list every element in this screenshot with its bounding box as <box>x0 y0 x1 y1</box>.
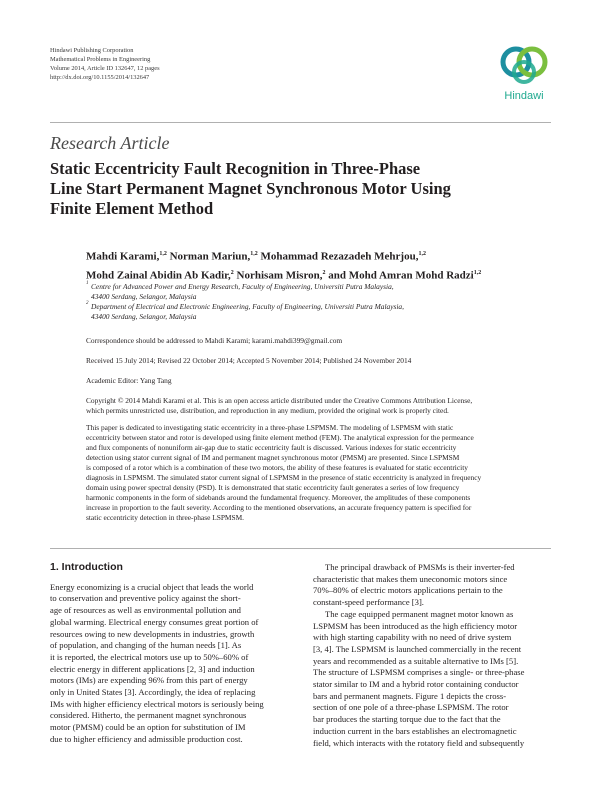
body-text-line: only in United States [3]. Accordingly, the idea of replacing <box>50 687 256 698</box>
correspondence-text: Correspondence should be addressed to Mahdi Karami; karami.mahdi399@gmail.com <box>86 336 343 345</box>
abstract-line: eccentricity between stator and rotor is developed using finite element method (FEM). The analytical expression for the permeance <box>86 433 474 442</box>
abstract-line: domain using power spectral density (PSD). It is demonstrated that static eccentricity fault generates a series of low frequency <box>86 483 460 492</box>
body-text-line: motor (PMSM) could be an option for substitution of IM <box>50 722 246 733</box>
body-text-line: LSPMSM has been introduced as the high efficiency motor <box>313 620 518 631</box>
title-line: Static Eccentricity Fault Recognition in Three-Phase <box>50 159 421 178</box>
body-text-line: characteristic that makes them uneconomic motors since <box>313 573 508 584</box>
body-text-line: global warming. Electrical energy consumes great portion of <box>50 616 259 627</box>
publication-dates <box>86 356 556 366</box>
abstract-line: and flux components of nonuniform air-gap due to static eccentricity fault is discussed. Various indexes for static eccentricity <box>86 443 457 452</box>
body-text-line: resources owing to new developments in industries, growth <box>50 628 255 639</box>
hindawi-logo <box>494 40 554 106</box>
intro-paragraph-continued <box>313 562 551 749</box>
affiliations <box>86 282 556 322</box>
body-text-line: due to higher efficiency and admissible production cost. <box>50 733 243 744</box>
copyright-line: Copyright © 2014 Mahdi Karami et al. This is an open access article distributed under the Creative Commons Attribution License, <box>86 396 473 405</box>
copyright-line: which permits unrestricted use, distribution, and reproduction in any medium, provided the original work is properly cited. <box>86 406 449 415</box>
author-line <box>86 246 556 265</box>
paper-title <box>50 159 550 219</box>
logo-text: Hindawi <box>504 90 544 102</box>
author-affil: 1,2 <box>418 251 426 257</box>
body-text-line: The cage equipped permanent magnet motor known as <box>325 608 514 619</box>
section-divider <box>50 548 551 549</box>
copyright <box>86 396 556 416</box>
body-text-line: section of one pole of a three-phase LSPMSM. The rotor <box>313 702 509 713</box>
body-text-line: to conservation and preventive policy against the short- <box>50 593 241 604</box>
title-line: Finite Element Method <box>50 199 214 218</box>
abstract-line: detection using stator current signal of IM and permanent magnet synchronous motor (PMSM) are presented. Since LSPMSM <box>86 453 460 462</box>
body-text-line: Energy economizing is a crucial object that leads the world <box>50 581 254 592</box>
header-divider <box>50 122 551 123</box>
body-text-line: of population, and changing of the human needs [1]. As <box>50 640 242 651</box>
body-text-line: The structure of LSPMSM comprises a single- or three-phase <box>313 667 525 678</box>
body-text-line: bars and permanent magnets. Figure 1 depicts the cross- <box>313 690 507 701</box>
author-affil: 1,2 <box>250 251 258 257</box>
body-text-line: electric energy in different applications [2, 3] and induction <box>50 663 255 674</box>
author-list <box>86 246 556 283</box>
author-name: and Mohd Amran Mohd Radzi <box>328 269 474 282</box>
academic-editor <box>86 376 556 386</box>
volume-info: Volume 2014, Article ID 132647, 12 pages <box>50 65 160 72</box>
doi-link[interactable]: http://dx.doi.org/10.1155/2014/132647 <box>50 74 150 81</box>
abstract-line: is composed of a rotor which is a combination of these two motors, the ability of these features is evaluated for static eccentricity <box>86 463 468 472</box>
affiliation-number: 1 <box>86 281 89 286</box>
author-affil: 1,2 <box>159 251 167 257</box>
body-column-right <box>313 562 551 749</box>
affiliation <box>86 282 556 302</box>
body-column-left <box>50 562 288 746</box>
abstract-line: diagnosis in LSPMSM. The simulated stator current signal of LSPMSM in the presence of static eccentricity is analyzed in frequency <box>86 473 482 482</box>
body-text-line: bar produces the starting torque due to the fact that the <box>313 714 501 725</box>
abstract-line: increase in proportion to the fault severity. According to the mentioned observations, an accurate frequency pattern is specified for <box>86 503 472 512</box>
author-affil: 2 <box>230 269 234 276</box>
journal-name: Mathematical Problems in Engineering <box>50 56 151 63</box>
body-text-line: 70%–80% of electric motors applications pertain to the <box>313 585 503 596</box>
author-line <box>86 265 556 284</box>
author-name: Norman Mariun, <box>169 250 251 263</box>
body-text-line: induction current in the bars establishes an electromagnetic <box>313 725 517 736</box>
author-name: Norhisam Misron, <box>236 269 323 282</box>
affiliation-line: 43400 Serdang, Selangor, Malaysia <box>91 312 197 321</box>
affiliation-number: 2 <box>86 301 89 306</box>
title-line: Line Start Permanent Magnet Synchronous Motor Using <box>50 179 451 198</box>
body-text-line: stator similar to IM and a hybrid rotor containing conductor <box>313 679 519 690</box>
abstract-line: This paper is dedicated to investigating static eccentricity in a three-phase LSPMSM. The modeling of LSPMSM with static <box>86 423 454 432</box>
author-name: Mohammad Rezazadeh Mehrjou, <box>260 250 419 263</box>
body-text-line: with high starting capability with no need of drive system <box>313 632 512 643</box>
body-text-line: years and recommended as a suitable alternative to IMs [5]. <box>313 655 519 666</box>
body-text-line: [3, 4]. The LSPMSM is launched commercially in the recent <box>313 643 522 654</box>
body-text-line: field, which interacts with the rotatory field and subsequently <box>313 737 525 748</box>
dates-text: Received 15 July 2014; Revised 22 October 2014; Accepted 5 November 2014; Published 24 November 2014 <box>86 356 412 365</box>
abstract-line: static eccentricity detection in three-phase LSPMSM. <box>86 513 245 522</box>
body-text-line: IMs with higher efficiency electrical motors is seriously being <box>50 698 264 709</box>
article-type: Research Article <box>50 133 170 153</box>
body-text-line: it is reported, the electrical motors use up to 50%–60% of <box>50 651 249 662</box>
intro-paragraph <box>50 582 288 746</box>
abstract <box>86 423 550 523</box>
abstract-line: harmonic components in the form of sidebands around the fundamental frequency. Moreover, the amplitudes of these components <box>86 493 471 502</box>
author-name: Mohd Zainal Abidin Ab Kadir, <box>86 269 231 282</box>
author-affil: 2 <box>322 269 326 276</box>
section-heading: 1. Introduction <box>50 561 123 573</box>
editor-text: Academic Editor: Yang Tang <box>86 376 172 385</box>
affiliation-line: Centre for Advanced Power and Energy Research, Faculty of Engineering, Universiti Putra Malaysia, <box>91 282 394 291</box>
body-text-line: age of resources as well as environmental pollution and <box>50 605 241 616</box>
body-text-line: The principal drawback of PMSMs is their inverter-fed <box>325 562 515 572</box>
affiliation-line: Department of Electrical and Electronic Engineering, Faculty of Engineering, Universiti Putra Malaysia, <box>91 302 404 311</box>
correspondence <box>86 336 556 346</box>
author-affil: 1,2 <box>473 269 482 276</box>
body-text-line: motors (IMs) are expending 96% from this part of energy <box>50 675 248 686</box>
hindawi-logo-icon <box>494 40 554 90</box>
body-text-line: constant-speed performance [3]. <box>313 597 424 608</box>
publisher-name: Hindawi Publishing Corporation <box>50 47 134 54</box>
affiliation-line: 43400 Serdang, Selangor, Malaysia <box>91 292 197 301</box>
journal-header <box>50 46 160 82</box>
body-text-line: considered. Hitherto, the permanent magnet synchronous <box>50 710 247 721</box>
affiliation <box>86 302 556 322</box>
author-name: Mahdi Karami, <box>86 250 160 263</box>
